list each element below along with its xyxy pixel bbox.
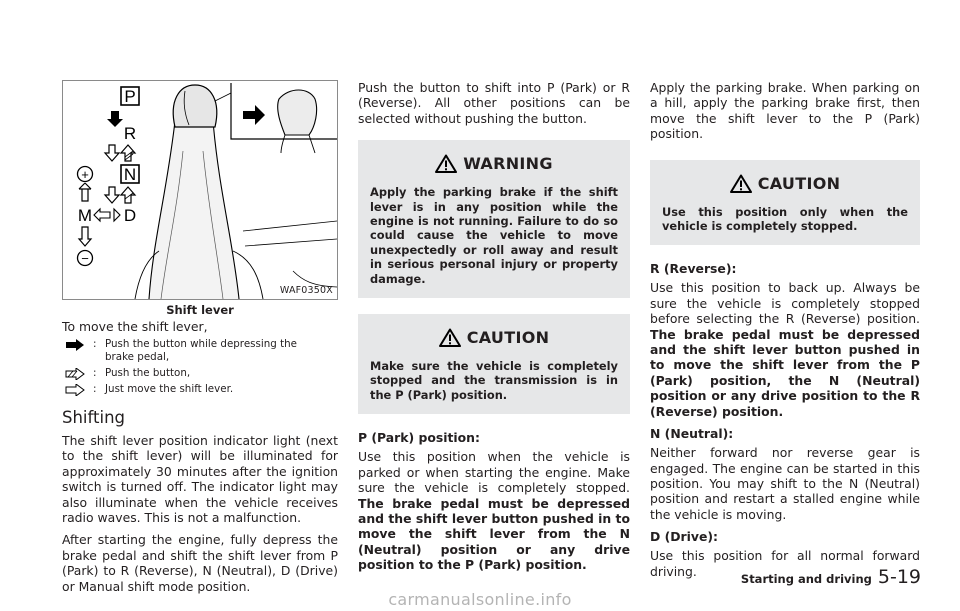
shift-knob [173, 85, 217, 127]
caution-text: Use this position only when the vehicle is completely stopped. [662, 204, 908, 234]
section-heading-shifting: Shifting [62, 408, 126, 427]
shift-lever-figure [62, 80, 338, 300]
knob-detail [278, 90, 317, 135]
gear-label-p: P [124, 87, 136, 106]
solid-arrow-icon [62, 338, 93, 351]
hatched-arrow-icon [62, 367, 93, 380]
outline-arrow-icon [105, 145, 119, 161]
page-footer [731, 566, 921, 588]
page-number: 5-19 [877, 566, 921, 588]
hatched-arrow-icon [121, 145, 135, 161]
reverse-paragraph [650, 280, 920, 419]
middle-column [358, 80, 630, 580]
warning-box [358, 140, 630, 298]
park-bold-text: The brake pedal must be depressed and the shift lever button pushed in to move the shift lever from the N (Neutral) position or any drive position to the P (Park) position. [358, 495, 630, 573]
legend-text: Push the button, [105, 367, 191, 379]
figure-id: WAF0350X [279, 285, 333, 296]
footer-section-title: Starting and driving [740, 572, 872, 586]
hatched-arrow-icon [121, 187, 135, 203]
shift-lever-illustration [63, 81, 337, 299]
caution-heading [370, 328, 618, 347]
caution-title: CAUTION [757, 173, 841, 193]
intro-text: To move the shift lever, [62, 319, 208, 334]
solid-arrow-icon [107, 111, 123, 127]
legend-text: Just move the shift lever. [105, 383, 234, 395]
figure-caption: Shift lever [166, 303, 234, 317]
drive-paragraph: Use this position for all normal forward driving. [650, 548, 920, 579]
warning-title: WARNING [463, 154, 553, 174]
neutral-paragraph: Neither forward nor reverse gear is engaged. The engine can be started in this position. You may shift to the N (Neutral) position and restart a stalled engine while the vehicle is moving. [650, 445, 920, 522]
park-paragraph [358, 449, 630, 572]
legend [62, 338, 338, 396]
legend-item: : Push the button, [62, 367, 338, 380]
caution-heading [662, 174, 908, 193]
caution-text: Make sure the vehicle is completely stopped and the transmission is in the P (Park) position. [370, 359, 618, 402]
neutral-heading: N (Neutral): [650, 426, 734, 442]
caution-title: CAUTION [466, 328, 550, 348]
park-tail-paragraph: Apply the parking brake. When parking on a hill, apply the parking brake first, then move the shift lever to the P (Park) position. [650, 80, 920, 142]
warning-text: Apply the parking brake if the shift lever is in any position while the engine is not running. Failure to do so could cause the vehicle to move unexpectedly or roll away and result in serious personal injury or property damage. [370, 185, 618, 286]
warning-triangle-icon [730, 174, 752, 193]
watermark: carmanualsonline.info [388, 590, 572, 609]
gear-label-d: D [123, 206, 137, 225]
solid-arrow-icon [243, 105, 265, 125]
warning-triangle-icon [439, 328, 461, 347]
park-text: Use this position when the vehicle is parked or when starting the engine. Make sure the vehicle is completely stopped. [358, 449, 630, 496]
drive-heading: D (Drive): [650, 529, 719, 545]
plus-sign: + [81, 167, 89, 182]
left-column [62, 80, 338, 601]
up-arrow-icon [79, 183, 91, 201]
legend-text: Push the button while depressing the brake pedal, [105, 338, 297, 364]
gear-label-n: N [123, 165, 137, 184]
minus-sign: − [81, 251, 89, 266]
shifting-paragraph-2: After starting the engine, fully depress the brake pedal and shift the shift lever from P (Park) to R (Reverse), N (Neutral), D (Drive) or Manual shift mode position. [62, 532, 338, 594]
shifting-paragraph-1: The shift lever position indicator light (next to the shift lever) will be illuminated for approximately 30 minutes after the ignition switch is turned off. The indicator light may also illuminate when the vehicle receives radio waves. This is not a malfunction. [62, 433, 338, 526]
shifting-paragraph-3: Push the button to shift into P (Park) or R (Reverse). All other positions can be selected without pushing the button. [358, 80, 630, 126]
warning-triangle-icon [435, 154, 457, 173]
gear-label-r: R [123, 124, 137, 143]
park-heading: P (Park) position: [358, 430, 480, 446]
shift-boot [149, 121, 239, 299]
outline-arrow-icon [105, 187, 119, 203]
warning-heading [370, 154, 618, 173]
reverse-bold-text: The brake pedal must be depressed and the shift lever button pushed in to move the shift lever from the P (Park) position, the N (Neutral) position or any drive position to the R (Reverse) position. [650, 326, 920, 419]
outline-arrow-icon [62, 383, 93, 396]
caution-box [650, 160, 920, 246]
right-column [650, 80, 920, 586]
reverse-heading: R (Reverse): [650, 261, 737, 277]
manual-gate-arrow-icon [94, 209, 120, 221]
gear-label-m: M [77, 206, 93, 225]
down-arrow-icon [79, 227, 91, 246]
reverse-text: Use this position to back up. Always be sure the vehicle is completely stopped before selecting the R (Reverse) position. [650, 280, 920, 327]
legend-item: : Just move the shift lever. [62, 383, 338, 396]
caution-box [358, 314, 630, 414]
legend-item: : Push the button while depressing the brake pedal, [62, 338, 338, 364]
